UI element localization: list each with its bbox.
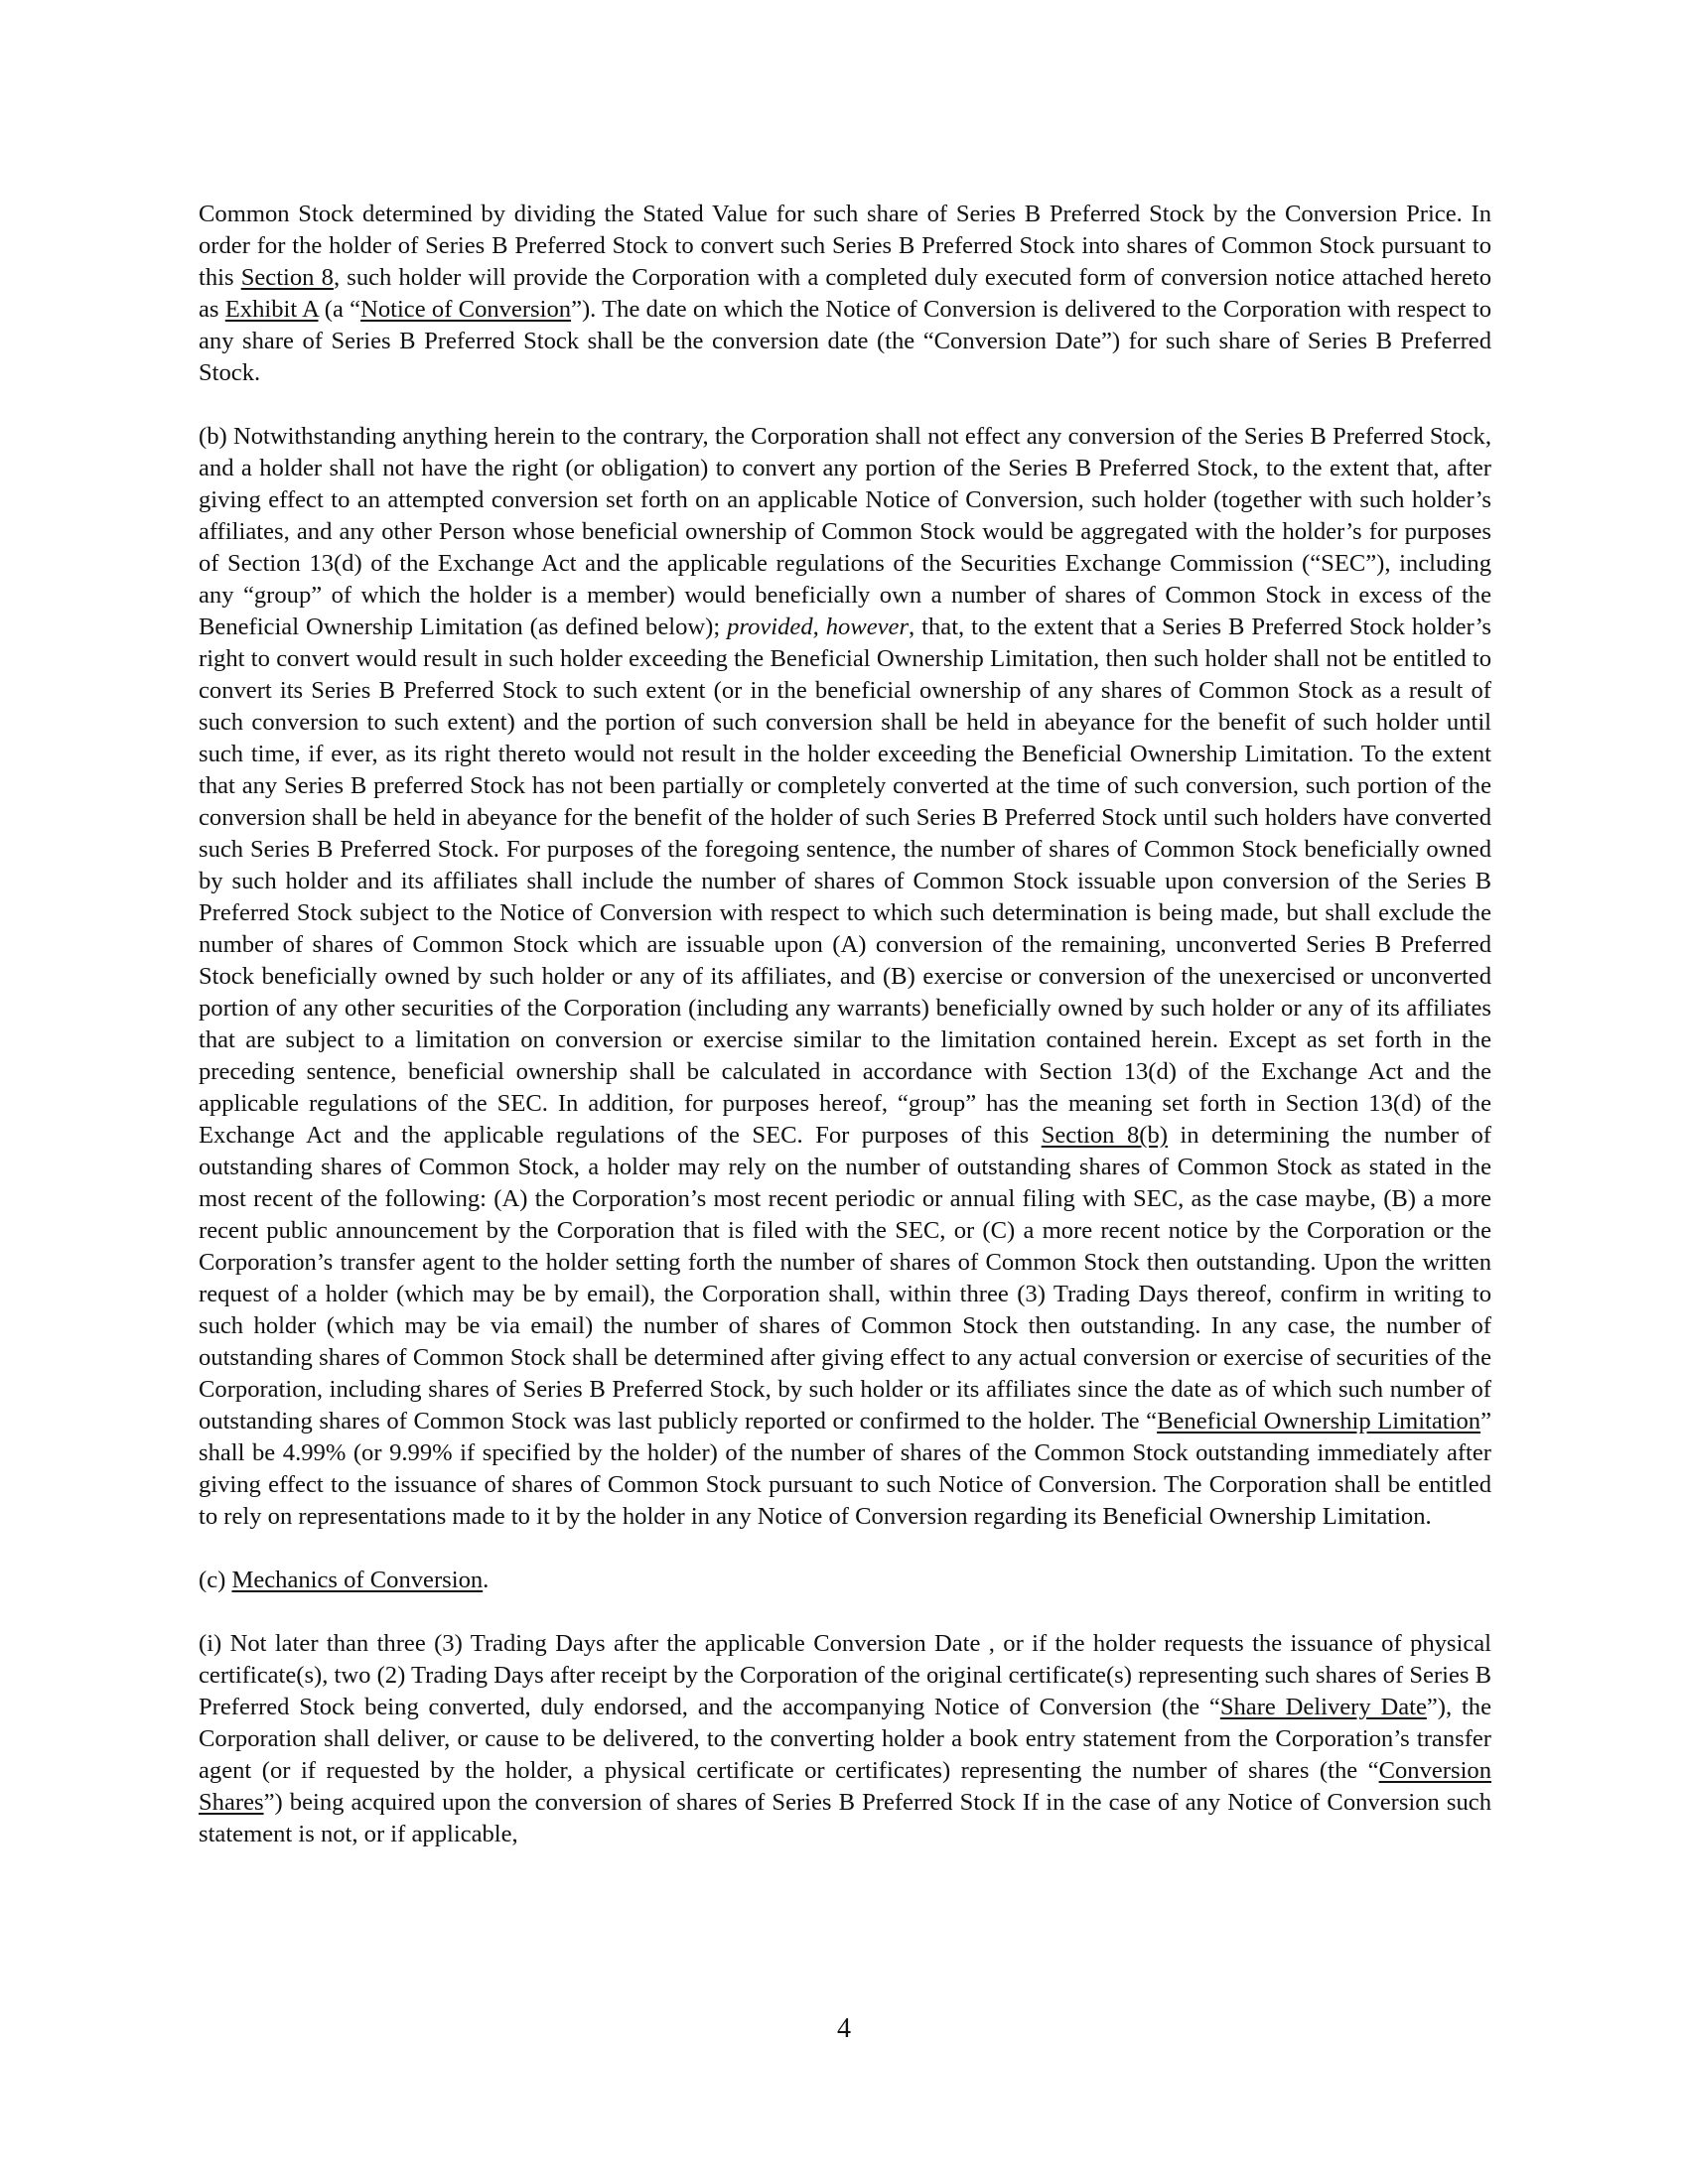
text-run: ” shall be 4.99% (or 9.99% if specified by the holder) of the number of shares of the Common Stock outstanding immediately after giving effect to the issuance of shares of Common Stock pursuant to such Notice of Conversion. The Corporation shall be entitled to rely on representations made to it by the holder in any Notice of Conversion regarding its Beneficial Ownership Limitation. [199,1408,1491,1530]
exhibit-a-reference: Exhibit A [224,296,319,323]
document-page [199,199,1491,1850]
provided-however-italic: provided, however [727,614,910,640]
paragraph-b-beneficial-ownership [199,421,1491,1533]
beneficial-ownership-limitation-term: Beneficial Ownership Limitation [1157,1408,1481,1434]
paragraph-i-share-delivery [199,1628,1491,1850]
paragraph-conversion-notice [199,199,1491,389]
text-run: (c) [199,1567,232,1593]
text-run: Common Stock determined by dividing the Stated Value for such share of Series B Preferred Stock by the Conversion Price. In order for the holder of Series B Preferred Stock to convert such Series B Preferred Stock into shares of Common Stock pursuant to this [199,201,1491,291]
mechanics-of-conversion-heading: Mechanics of Conversion [231,1567,484,1593]
notice-of-conversion-term: Notice of Conversion [360,296,572,323]
text-run: . [483,1567,490,1593]
text-run: , that, to the extent that a Series B Preferred Stock holder’s right to convert would result in such holder exceeding the Beneficial Ownership Limitation, then such holder shall not be entitled to convert its Series B Preferred Stock to such extent (or in the beneficial ownership of any shares of Common Stock as a result of such conversion to such extent) and the portion of such conversion shall be held in abeyance for the benefit of such holder until such time, if ever, as its right thereto would not result in the holder exceeding the Beneficial Ownership Limitation. To the extent that any Series B preferred Stock has not been partially or completely converted at the time of such conversion, such portion of the conversion shall be held in abeyance for the benefit of the holder of such Series B Preferred Stock until such holders have converted such Series B Preferred Stock. For purposes of the foregoing sentence, the number of shares of Common Stock beneficially owned by such holder and its affiliates shall include the number of shares of Common Stock issuable upon conversion of the Series B Preferred Stock subject to the Notice of Conversion with respect to which such determination is being made, but shall exclude the number of shares of Common Stock which are issuable upon (A) conversion of the remaining, unconverted Series B Preferred Stock beneficially owned by such holder or any of its affiliates, and (B) exercise or conversion of the unexercised or unconverted portion of any other securities of the Corporation (including any warrants) beneficially owned by such holder or any of its affiliates that are subject to a limitation on conversion or exercise similar to the limitation contained herein. Except as set forth in the preceding sentence, beneficial ownership shall be calculated in accordance with Section 13(d) of the Exchange Act and the applicable regulations of the SEC. In addition, for purposes hereof, “group” has the meaning set forth in Section 13(d) of the Exchange Act and the applicable regulations of the SEC. For purposes of this [199,614,1491,1149]
page-number: 4 [837,2013,851,2044]
text-run: (i) Not later than three (3) Trading Days after the applicable Conversion Date , or if the holder requests the issuance of physical certificate(s), two (2) Trading Days after receipt by the Corporation of the original certificate(s) representing such shares of Series B Preferred Stock being converted, duly endorsed, and the accompanying Notice of Conversion (the “ [199,1630,1491,1720]
text-run: (b) Notwithstanding anything herein to the contrary, the Corporation shall not effect any conversion of the Series B Preferred Stock, and a holder shall not have the right (or obligation) to convert any portion of the Series B Preferred Stock, to the extent that, after giving effect to an attempted conversion set forth on an applicable Notice of Conversion, such holder (together with such holder’s affiliates, and any other Person whose beneficial ownership of Common Stock would be aggregated with the holder’s for purposes of Section 13(d) of the Exchange Act and the applicable regulations of the Securities Exchange Commission (“SEC”), including any “group” of which the holder is a member) would beneficially own a number of shares of Common Stock in excess of the Beneficial Ownership Limitation (as defined below); [199,423,1491,640]
paragraph-c-heading [199,1565,1491,1596]
section-8b-reference: Section 8(b) [1041,1122,1168,1149]
text-run: , such holder will provide the Corporation with a completed duly executed form of conversion notice attached hereto as [199,264,1491,323]
conversion-shares-term: Conversion Shares [199,1757,1491,1816]
section-8-reference: Section 8 [240,264,334,291]
text-run: (a “ [318,296,361,323]
text-run: in determining the number of outstanding shares of Common Stock, a holder may rely on the number of outstanding shares of Common Stock as stated in the most recent of the following: (A) the Corporation’s most recent periodic or annual filing with SEC, as the case maybe, (B) a more recent public announcement by the Corporation that is filed with the SEC, or (C) a more recent notice by the Corporation or the Corporation’s transfer agent to the holder setting forth the number of shares of Common Stock then outstanding. Upon the written request of a holder (which may be by email), the Corporation shall, within three (3) Trading Days thereof, confirm in writing to such holder (which may be via email) the number of shares of Common Stock then outstanding. In any case, the number of outstanding shares of Common Stock shall be determined after giving effect to any actual conversion or exercise of securities of the Corporation, including shares of Series B Preferred Stock, by such holder or its affiliates since the date as of which such number of outstanding shares of Common Stock was last publicly reported or confirmed to the holder. The “ [199,1122,1491,1434]
share-delivery-date-term: Share Delivery Date [1219,1694,1427,1720]
text-run: ”). The date on which the Notice of Conversion is delivered to the Corporation with respect to any share of Series B Preferred Stock shall be the conversion date (the “Conversion Date”) for such share of Series B Preferred Stock. [199,296,1491,386]
text-run: ”) being acquired upon the conversion of shares of Series B Preferred Stock If in the case of any Notice of Conversion such statement is not, or if applicable, [199,1789,1491,1847]
text-run: ”), the Corporation shall deliver, or cause to be delivered, to the converting holder a book entry statement from the Corporation’s transfer agent (or if requested by the holder, a physical certificate or certificates) representing the number of shares (the “ [199,1694,1491,1784]
